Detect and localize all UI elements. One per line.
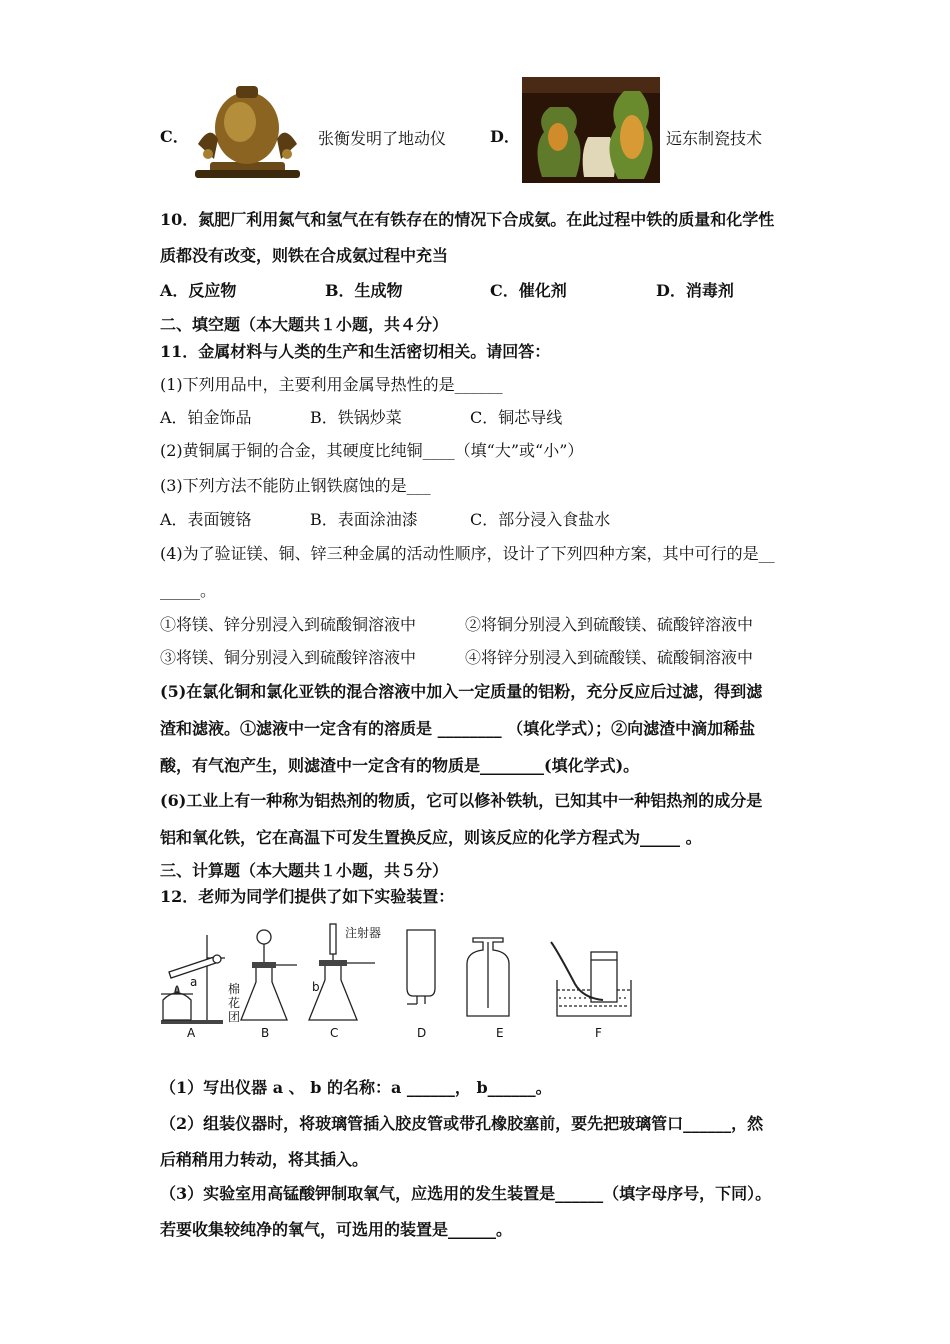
option-c-text: 张衡发明了地动仪 bbox=[318, 129, 447, 148]
q11-part3-option-b: B．表面涂油漆 bbox=[310, 510, 418, 529]
option-d-text: 远东制瓷技术 bbox=[666, 129, 763, 148]
q12-part1: （1）写出仪器 a 、 b 的名称：a ______， b______。 bbox=[160, 1078, 552, 1097]
q10-option-b: B．生成物 bbox=[325, 281, 403, 300]
q10-stem-line1: 10．氮肥厂利用氮气和氢气在有铁存在的情况下合成氨。在此过程中铁的质量和化学性 bbox=[160, 210, 775, 229]
q11-part4-line1: (4)为了验证镁、铜、锌三种金属的活动性顺序，设计了下列四种方案，其中可行的是__ bbox=[160, 544, 775, 563]
label-a: a bbox=[190, 975, 198, 989]
q11-part1-option-a: A．铂金饰品 bbox=[160, 408, 252, 427]
label-syringe: 注射器 bbox=[345, 926, 382, 940]
q12-part2-line1: （2）组装仪器时，将玻璃管插入胶皮管或带孔橡胶塞前，要先把玻璃管口______，然 bbox=[160, 1114, 764, 1133]
q11-part2: (2)黄铜属于铜的合金，其硬度比纯铜____（填“大”或“小”） bbox=[160, 441, 584, 460]
q10-stem-line2: 质都没有改变，则铁在合成氨过程中充当 bbox=[160, 246, 449, 265]
q12-stem: 12．老师为同学们提供了如下实验装置： bbox=[160, 887, 455, 906]
label-cotton: 棉花团 bbox=[228, 982, 241, 1024]
section3-heading: 三、计算题（本大题共１小题，共５分） bbox=[160, 861, 449, 880]
apparatus-b bbox=[241, 930, 297, 1020]
q11-part3-option-c: C．部分浸入食盐水 bbox=[470, 510, 611, 529]
label-apparatus-c: C bbox=[330, 1026, 339, 1040]
q11-scheme-1: ①将镁、锌分别浸入到硫酸铜溶液中 bbox=[160, 615, 417, 634]
lab-apparatus-figure bbox=[155, 920, 645, 1045]
section2-heading: 二、填空题（本大题共１小题，共４分） bbox=[160, 315, 449, 334]
label-b: b bbox=[312, 980, 320, 994]
q12-part3-line1: （3）实验室用高锰酸钾制取氧气，应选用的发生装置是______（填字母序号，下同）。 bbox=[160, 1184, 772, 1203]
label-apparatus-a: A bbox=[187, 1026, 196, 1040]
q11-part6-line2: 铝和氧化铁，它在高温下可发生置换反应，则该反应的化学方程式为_____ 。 bbox=[160, 828, 702, 847]
q11-part1-option-c: C．铜芯导线 bbox=[470, 408, 563, 427]
q10-option-d: D．消毒剂 bbox=[656, 281, 734, 300]
q11-part1: (1)下列用品中，主要利用金属导热性的是______ bbox=[160, 375, 503, 394]
q11-part4-line2: _____。 bbox=[160, 581, 217, 600]
label-apparatus-b: B bbox=[261, 1026, 270, 1040]
q12-part2-line2: 后稍稍用力转动，将其插入。 bbox=[160, 1150, 369, 1169]
option-c-letter: C． bbox=[160, 127, 189, 146]
apparatus-e bbox=[467, 938, 509, 1016]
q11-part5-line1: (5)在氯化铜和氯化亚铁的混合溶液中加入一定质量的铝粉，充分反应后过滤，得到滤 bbox=[160, 682, 763, 701]
q11-scheme-4: ④将锌分别浸入到硫酸镁、硫酸铜溶液中 bbox=[465, 648, 754, 667]
q11-part1-option-b: B．铁锅炒菜 bbox=[310, 408, 402, 427]
q11-part6-line1: (6)工业上有一种称为铝热剂的物质，它可以修补铁轨，已知其中一种铝热剂的成分是 bbox=[160, 791, 763, 810]
label-apparatus-d: D bbox=[417, 1026, 427, 1040]
q11-part3-option-a: A．表面镀铬 bbox=[160, 510, 252, 529]
q10-option-c: C．催化剂 bbox=[490, 281, 567, 300]
q11-part5-line2: 渣和滤液。①滤液中一定含有的溶质是 ________ （填化学式）；②向滤渣中滴加稀盐 bbox=[160, 719, 756, 738]
seismograph-image bbox=[190, 84, 305, 184]
q11-part5-line3: 酸，有气泡产生，则滤渣中一定含有的物质是________(填化学式)。 bbox=[160, 756, 640, 775]
option-d-letter: D． bbox=[490, 127, 520, 146]
q11-scheme-3: ③将镁、铜分别浸入到硫酸锌溶液中 bbox=[160, 648, 417, 667]
apparatus-f bbox=[551, 942, 631, 1016]
label-apparatus-f: F bbox=[595, 1026, 602, 1040]
q12-part3-line2: 若要收集较纯净的氧气，可选用的装置是______。 bbox=[160, 1220, 513, 1239]
apparatus-d bbox=[407, 930, 435, 1004]
q11-stem: 11．金属材料与人类的生产和生活密切相关。请回答： bbox=[160, 342, 551, 361]
q11-scheme-2: ②将铜分别浸入到硫酸镁、硫酸锌溶液中 bbox=[465, 615, 754, 634]
porcelain-image bbox=[522, 77, 660, 183]
q10-option-a: A．反应物 bbox=[160, 281, 237, 300]
label-apparatus-e: E bbox=[496, 1026, 504, 1040]
q11-part3: (3)下列方法不能防止钢铁腐蚀的是___ bbox=[160, 476, 431, 495]
